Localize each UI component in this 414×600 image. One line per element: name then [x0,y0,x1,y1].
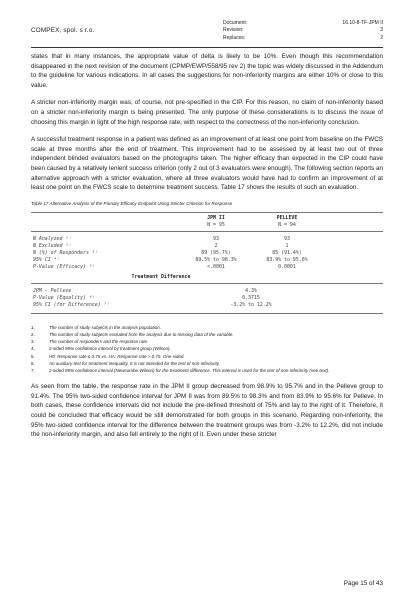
cell-pelleve: 1 [285,242,289,249]
document-value: 16.10-8-TF-JPM II [342,20,383,26]
replaces-value: 2 [380,34,383,41]
row-label: N (%) of Responders ³⁾ [33,249,98,256]
col-jpm-header: JPM II [207,214,225,221]
paragraph: A successful treatment response in a patient was defined as an improvement of at least one point from baseline on the FWCS scale at three months after the end of treatment. This improvement had to be assessed by at least two out of three independent blinded evaluators based on the photographs taken. The higher efficacy than expected in the CIP could have been caused by a relatively lenient success criterion (only 2 out of 3 evaluators were enough). The following section reports an alternative approach with a stricter evaluation, where all three evaluators would have had to confirm an improvement of at least one point on the FWCS scale to determine treatment success. Table 17 shows the results of such an evaluation. [31,136,384,192]
col-pelleve-n: N = 94 [278,221,296,228]
company-name: COMPEX, spol. s r.o. [31,27,95,34]
closing-paragraph: As seen from the table, the response rate in the JPM II group decreased from 98.9% to 95.7% and in the Pelleve group to 91.4%. The 95% two-sided confidence interval for JPM II was from 89.5% to 98.3% and from 83.9% to 95.6% for Pelleve. In both cases, these confidence intervals did not include the pre-defined threshold of 75% and lay to the right of it. Therefore, it could be concluded that efficacy would be still demonstrated for both groups in this scenario. Regarding non-inferiority, the 95% two-sided confidence interval for the difference between the treatment groups was from -3.2% to 12.2%, did not include the non-inferiority margin, and also fell entirely to the right of it. Even under these stricter [31,383,383,439]
row-label: 95% CI ⁴⁾ [33,256,60,263]
cell-difference: 4.3% [245,287,257,294]
footnote: 6. An auxiliary test for treatment inequality. It is not intended for the test of non-inferiority. [31,360,220,366]
cell-pelleve: 83.9% to 95.6% [266,256,308,263]
row-label: JPM - Pelleve [33,287,72,294]
replaces-label: Replaces: [223,34,246,41]
row-label: N Analyzed ¹⁾ [33,235,72,242]
revision-value: 3 [380,27,383,34]
page-number: Page 15 of 43 [343,580,383,587]
footnote: 1. The number of study subjects in the analysis population. [31,324,162,330]
cell-pelleve: 0.0001 [278,263,296,270]
cell-jpm: 89.5% to 98.3% [195,256,237,263]
footnote: 7. 2-sided 95% confidence interval (Newcombe-Wilson) for the treatment difference. This interval is used for the test of non-inferiority (see text). [31,367,330,373]
row-label: P-Value (Equality) ⁶⁾ [33,294,95,301]
document-label: Document: [223,20,248,26]
cell-jpm: 89 (95.7%) [201,249,231,256]
row-label: P-Value (Efficacy) ⁵⁾ [33,263,95,270]
cell-difference: 0.3715 [242,294,260,301]
footnote: 2. The number of study subjects excluded from the analysis due to missing data of the variable. [31,331,234,337]
footnote: 3. The number of responders and the response rate. [31,339,149,345]
col-jpm-n: N = 95 [207,221,225,228]
table-row [31,236,383,243]
page-header [31,18,383,48]
paragraph: A stricter non-inferiority margin was, of course, not pre-specified in the CIP. For this reason, no claim of non-inferiority based on a stricter non-inferiority margin is being presented. The only purpose of these considerations is to discuss the issue of choosing this margin in light of the high response rate, with respect to the correctness of the non-inferiority conclusion. [31,99,383,126]
table-row [31,257,383,264]
row-label: 95% CI (for Difference) ⁷⁾ [33,301,110,308]
document-meta [223,20,383,42]
table-top-rule [31,212,383,213]
cell-jpm: 93 [213,235,219,242]
table-caption: Table 17 Alternative Analysis of the Primary Efficacy Endpoint Using Stricter Criterion for Response [31,200,233,206]
cell-difference: -3.2% to 12.2% [230,301,272,308]
page-body [31,52,383,448]
table-row [31,264,383,271]
row-label: N Excluded ²⁾ [33,242,72,249]
table-header-row [31,215,383,222]
table-footnotes [31,324,383,374]
cell-jpm: 2 [214,242,218,249]
footnote: 4. 2-sided 95% confidence interval by treatment group (Wilson). [31,346,171,352]
table-row [31,295,383,302]
cell-pelleve: 93 [284,235,290,242]
header-rule [31,47,383,48]
table-n-row [31,222,383,229]
table-row [31,250,383,257]
table-row [31,302,383,309]
table-section-rule [31,283,383,284]
table-row [31,243,383,250]
table-section-row [31,274,383,281]
cell-pelleve: 85 (91.4%) [272,249,302,256]
col-pelleve-header: PELLEVE [276,214,298,221]
results-table [31,212,383,324]
section-title: Treatment Difference [131,273,191,280]
table-header-rule [31,231,383,232]
table-row [31,288,383,295]
footnote: 5. H0: Response rate ≤ 0.75 vs. HA: Response rate > 0.75. One sided. [31,353,185,359]
table-bottom-rule [31,313,383,314]
paragraph: states that in many instances, the appropriate value of delta is likely to be 10%. Even though this recommendation disappeared in the next revision of the document (CPMP/EWP/558/95 rev 2) the topic was widely discussed in the Addendum to the guideline for various indications. In all cases the suggestions for non-inferiority margins are either 10% or close to this value. [31,53,383,89]
revision-label: Revision: [223,27,244,34]
cell-jpm: <.0001 [207,263,225,270]
